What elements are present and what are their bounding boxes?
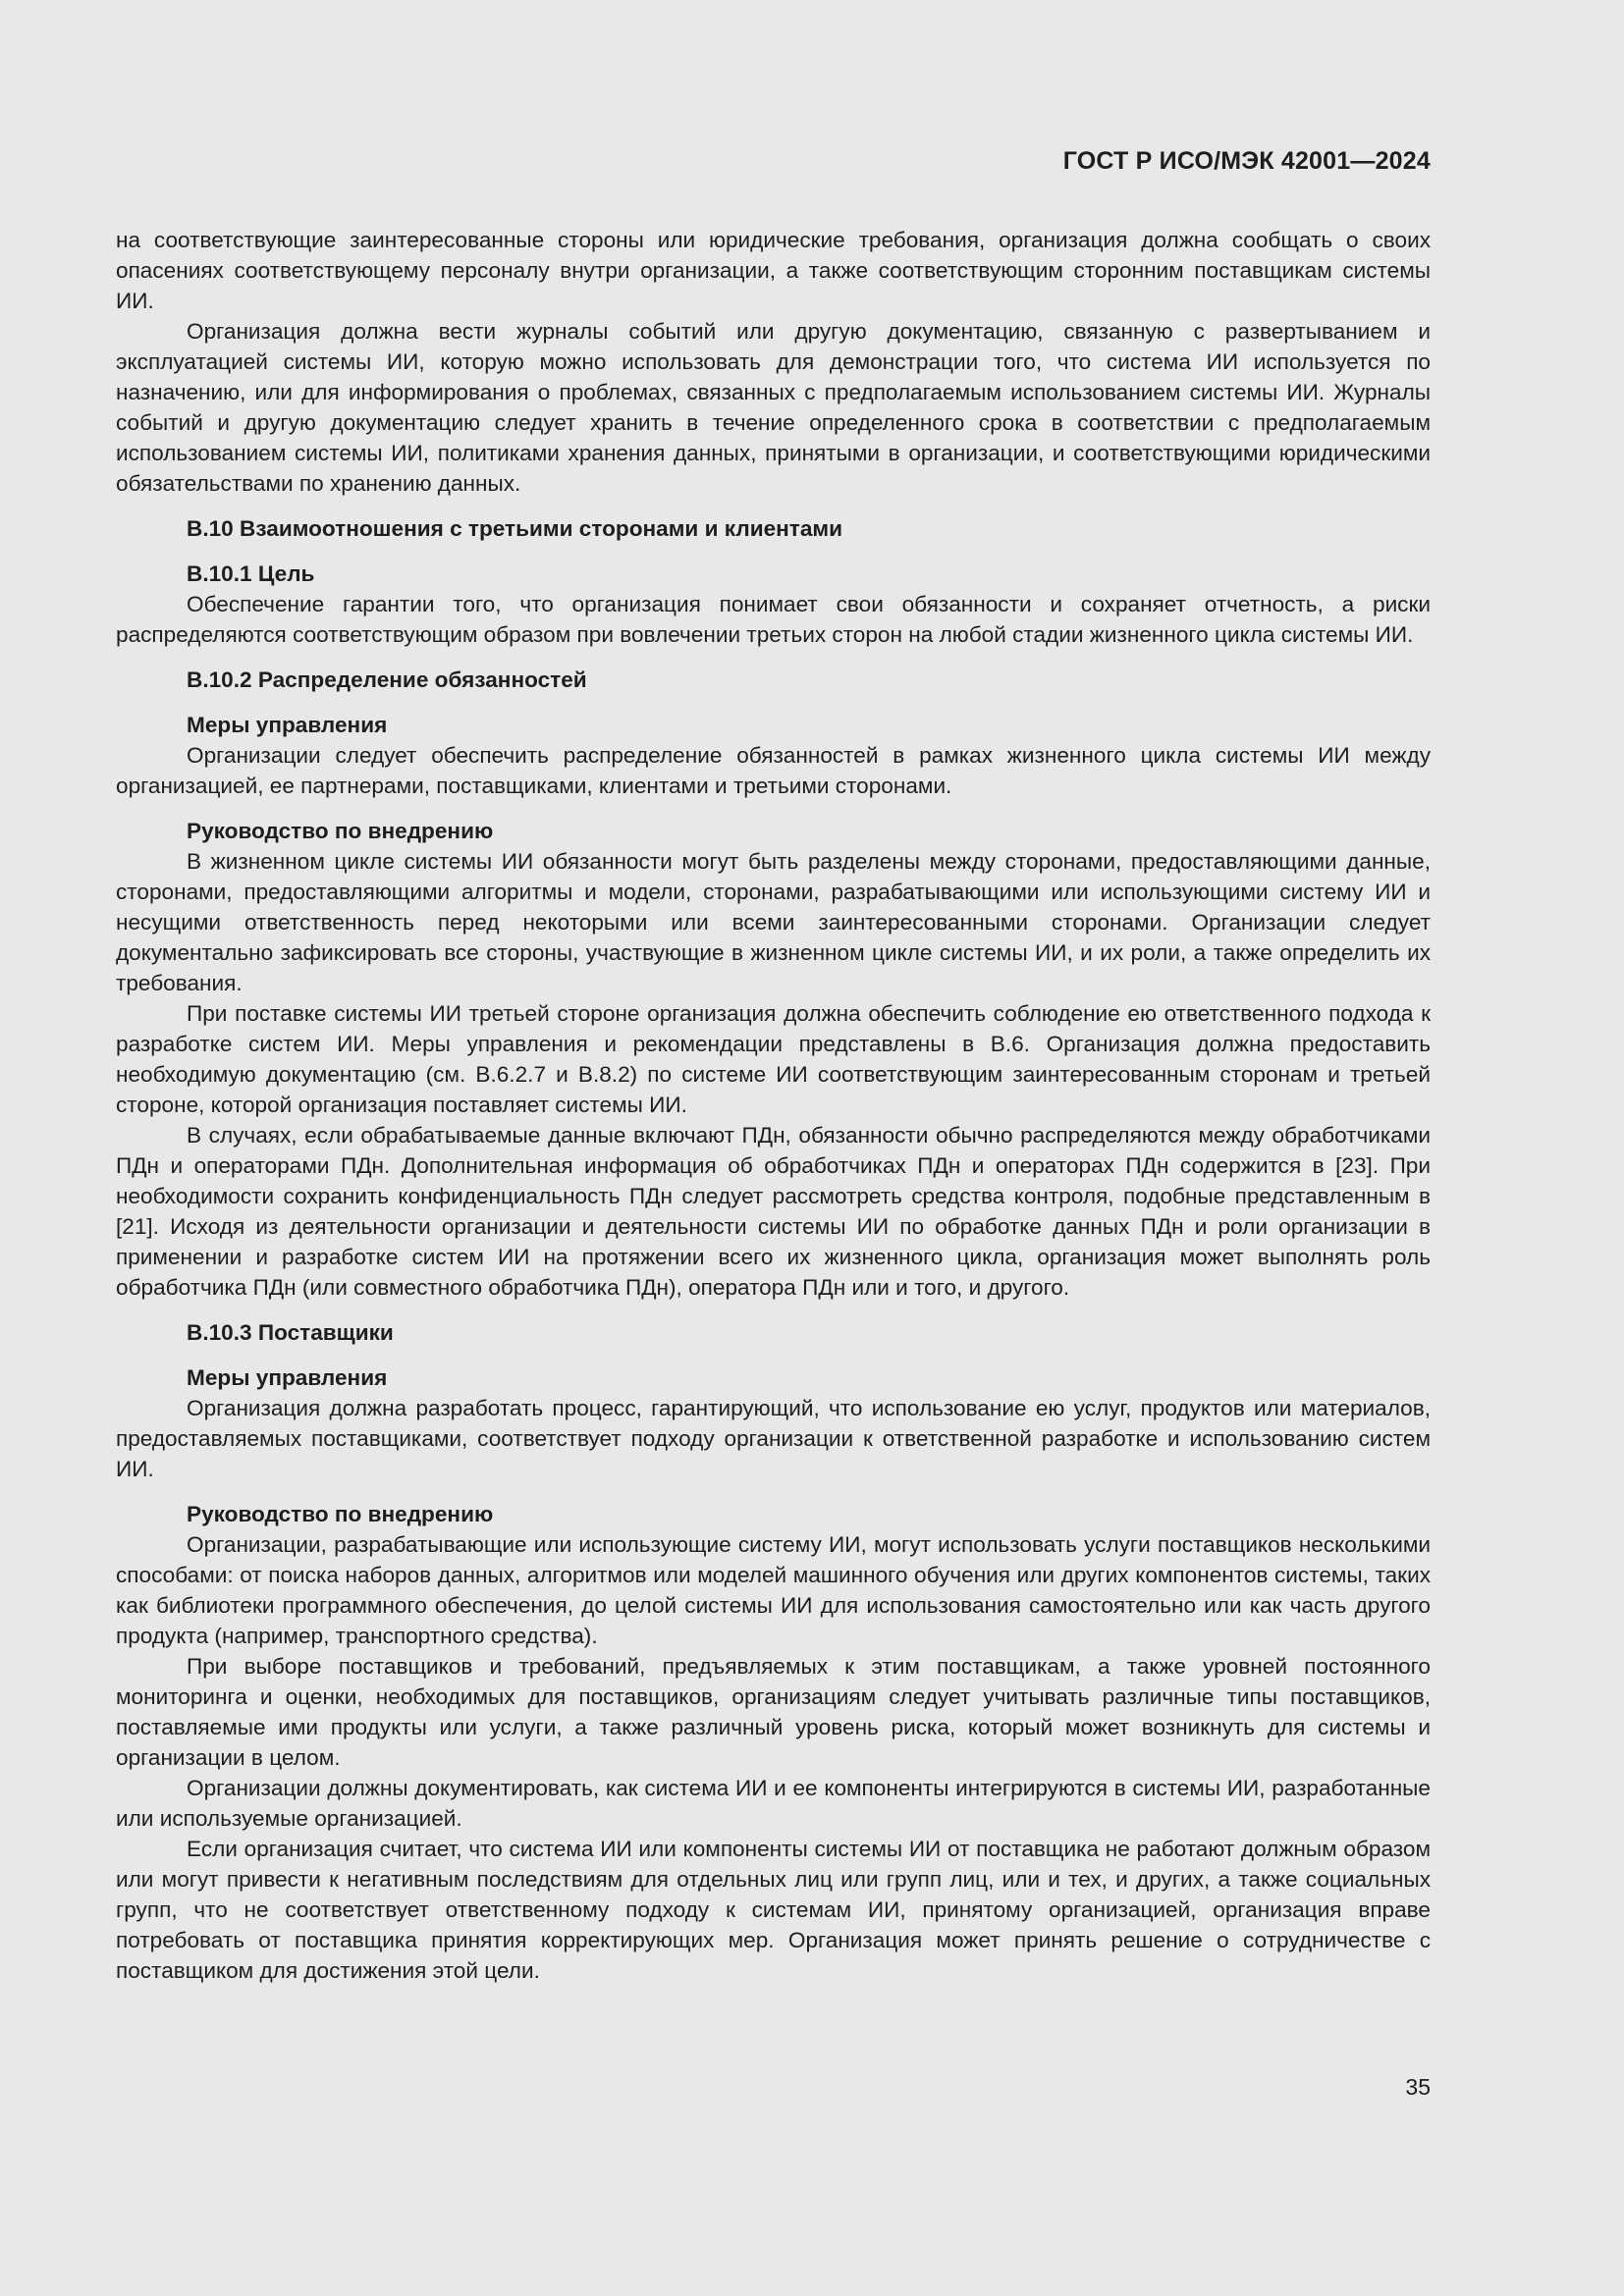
section-heading-b10: В.10 Взаимоотношения с третьими сторонами и клиентами [187,516,843,541]
paragraph: При поставке системы ИИ третьей стороне организация должна обеспечить соблюдение ею ответственного подхода к разработке систем ИИ. Меры управления и рекомендации представлены в В.6. Организация должна предоставить необходимую документацию (см. В.6.2.7 и В.8.2) по системе ИИ соответствующим заинтересованным сторонам и третьей стороне, которой организация поставляет системы ИИ. [116,1001,1431,1117]
paragraph: В случаях, если обрабатываемые данные включают ПДн, обязанности обычно распределяются между обработчиками ПДн и операторами ПДн. Дополнительная информация об обработчиках ПДн и операторах ПДн содержится в [23]. При необходимости сохранить конфиденциальность ПДн следует рассмотреть средства контроля, подобные представленным в [21]. Исходя из деятельности организации и деятельности системы ИИ по обработке данных ПДн и роли организации в применении и разработке систем ИИ на протяжении всего их жизненного цикла, организация может выполнять роль обработчика ПДн (или совместного обработчика ПДн), оператора ПДн или и того, и другого. [116,1123,1431,1300]
page-number: 35 [1405,2074,1431,2100]
guidance-heading: Руководство по внедрению [187,1502,494,1526]
document-body [116,225,1431,1986]
subsection-heading-b102: В.10.2 Распределение обязанностей [187,667,587,692]
paragraph: При выборе поставщиков и требований, предъявляемых к этим поставщикам, а также уровней постоянного мониторинга и оценки, необходимых для поставщиков, организациям следует учитывать различные типы поставщиков, поставляемые ими продукты или услуги, а также различный уровень риска, который может возникнуть для системы и организации в целом. [116,1654,1431,1770]
paragraph: Если организация считает, что система ИИ или компоненты системы ИИ от поставщика не работают должным образом или могут привести к негативным последствиям для отдельных лиц или групп лиц, или и тех, и других, а также социальных групп, что не соответствует ответственному подходу к системам ИИ, принятому организацией, организация вправе потребовать от поставщика принятия корректирующих мер. Организация может принять решение о сотрудничестве с поставщиком для достижения этой цели. [116,1837,1431,1983]
subsection-heading-b103: В.10.3 Поставщики [187,1320,394,1345]
paragraph: В жизненном цикле системы ИИ обязанности могут быть разделены между сторонами, предоставляющими данные, сторонами, предоставляющими алгоритмы и модели, сторонами, разрабатывающими или использующими систему ИИ и несущими ответственность перед некоторыми или всеми заинтересованными сторонами. Организации следует документально зафиксировать все стороны, участвующие в жизненном цикле системы ИИ, и их роли, а также определить их требования. [116,849,1431,995]
paragraph: Организации, разрабатывающие или использующие систему ИИ, могут использовать услуги поставщиков несколькими способами: от поиска наборов данных, алгоритмов или моделей машинного обучения или других компонентов системы, таких как библиотеки программного обеспечения, до целой системы ИИ для использования самостоятельно или как часть другого продукта (например, транспортного средства). [116,1532,1431,1648]
subsection-heading-b101: В.10.1 Цель [187,561,315,586]
paragraph: Обеспечение гарантии того, что организация понимает свои обязанности и сохраняет отчетность, а риски распределяются соответствующим образом при вовлечении третьих сторон на любой стадии жизненного цикла системы ИИ. [116,592,1431,647]
paragraph: Организации следует обеспечить распределение обязанностей в рамках жизненного цикла системы ИИ между организацией, ее партнерами, поставщиками, клиентами и третьими сторонами. [116,743,1431,798]
paragraph: Организации должны документировать, как система ИИ и ее компоненты интегрируются в системы ИИ, разработанные или используемые организацией. [116,1776,1431,1831]
paragraph-continued: на соответствующие заинтересованные стороны или юридические требования, организация должна сообщать о своих опасениях соответствующему персоналу внутри организации, а также соответствующим сторонним поставщикам системы ИИ. [116,228,1431,313]
document-header: ГОСТ Р ИСО/МЭК 42001—2024 [1062,147,1431,175]
guidance-heading: Руководство по внедрению [187,819,494,843]
paragraph: Организация должна разработать процесс, гарантирующий, что использование ею услуг, продуктов или материалов, предоставляемых поставщиками, соответствует подходу организации к ответственной разработке и использованию систем ИИ. [116,1396,1431,1481]
paragraph: Организация должна вести журналы событий или другую документацию, связанную с развертыванием и эксплуатацией системы ИИ, которую можно использовать для демонстрации того, что система ИИ используется по назначению, или для информирования о проблемах, связанных с предполагаемым использованием системы ИИ. Журналы событий и другую документацию следует хранить в течение определенного срока в соответствии с предполагаемым использованием системы ИИ, политиками хранения данных, принятыми в организации, и соответствующими юридическими обязательствами по хранению данных. [116,319,1431,496]
controls-heading: Меры управления [187,713,388,737]
controls-heading: Меры управления [187,1365,388,1390]
